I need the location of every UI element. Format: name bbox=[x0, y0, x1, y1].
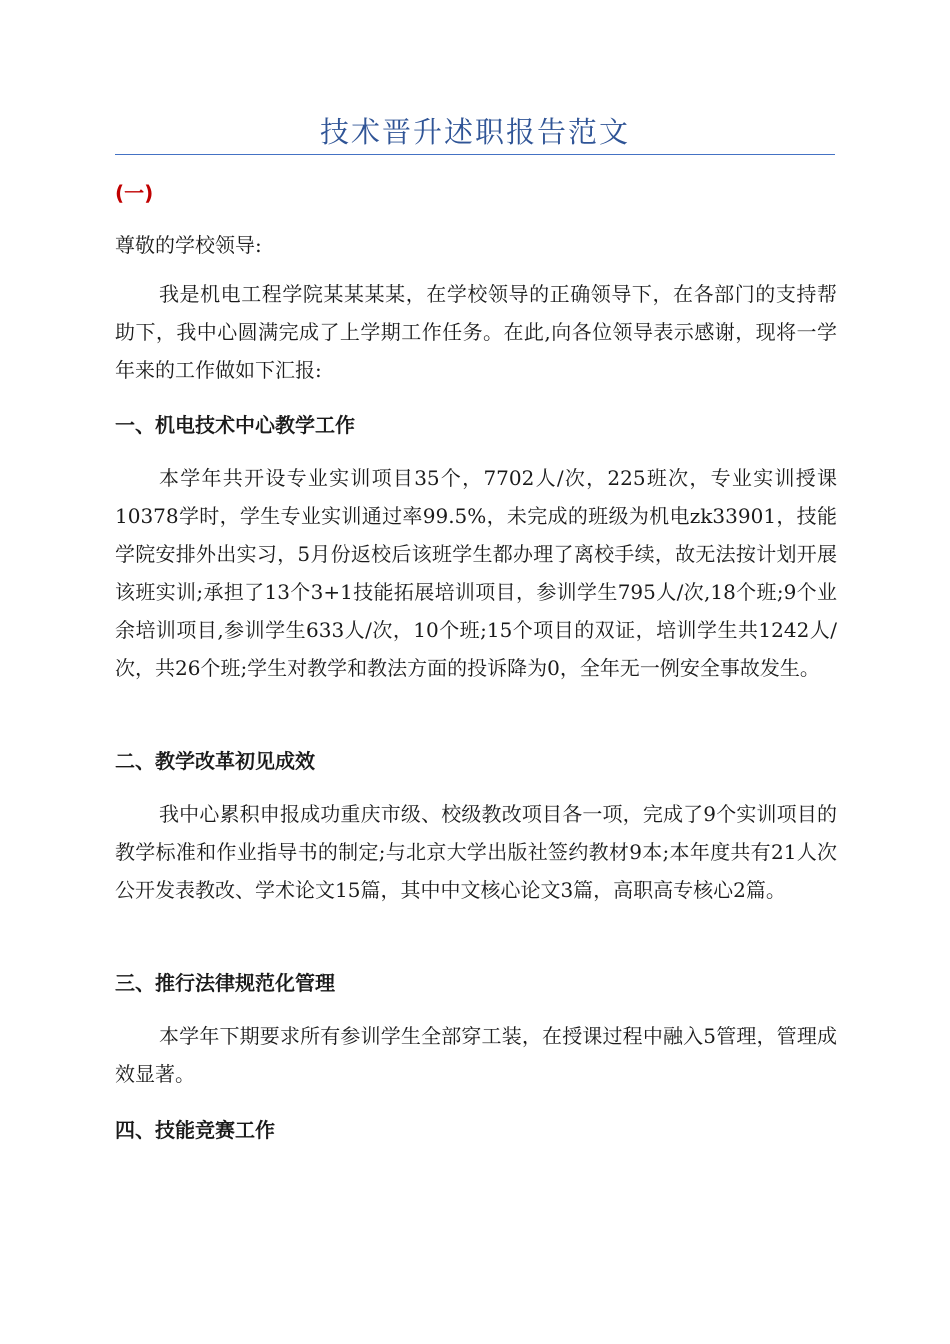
title-divider bbox=[115, 154, 835, 155]
section-body-1: 本学年共开设专业实训项目35个，7702人/次，225班次，专业实训授课10378学时，学生专业实训通过率99.5%，未完成的班级为机电zk33901，技能学院安排外出实习，5月份返校后该班学生都办理了离校手续，故无法按计划开展该班实训;承担了13个3+1技能拓展培训项目，参训学生795人/次,18个班;9个业余培训项目,参训学生633人/次，10个班;15个项目的双证，培训学生共1242人/次，共26个班;学生对教学和教法方面的投诉降为0，全年无一例安全事故发生。 bbox=[115, 466, 837, 680]
document-title: 技术晋升述职报告范文 bbox=[319, 115, 630, 149]
section-heading-1: 一、机电技术中心教学工作 bbox=[115, 413, 355, 437]
section-number: (一) bbox=[115, 181, 154, 205]
section-heading-2: 二、教学改革初见成效 bbox=[115, 749, 315, 773]
salutation: 尊敬的学校领导: bbox=[115, 233, 262, 257]
intro-paragraph: 我是机电工程学院某某某某，在学校领导的正确领导下，在各部门的支持帮助下，我中心圆满完成了上学期工作任务。在此,向各位领导表示感谢，现将一学年来的工作做如下汇报: bbox=[115, 282, 837, 382]
section-heading-4: 四、技能竞赛工作 bbox=[115, 1118, 275, 1142]
section-body-3: 本学年下期要求所有参训学生全部穿工装，在授课过程中融入5管理，管理成效显著。 bbox=[115, 1024, 837, 1086]
section-heading-3: 三、推行法律规范化管理 bbox=[115, 971, 335, 995]
section-body-2: 我中心累积申报成功重庆市级、校级教改项目各一项，完成了9个实训项目的教学标准和作业指导书的制定;与北京大学出版社签约教材9本;本年度共有21人次公开发表教改、学术论文15篇，其中中文核心论文3篇，高职高专核心2篇。 bbox=[115, 802, 837, 902]
